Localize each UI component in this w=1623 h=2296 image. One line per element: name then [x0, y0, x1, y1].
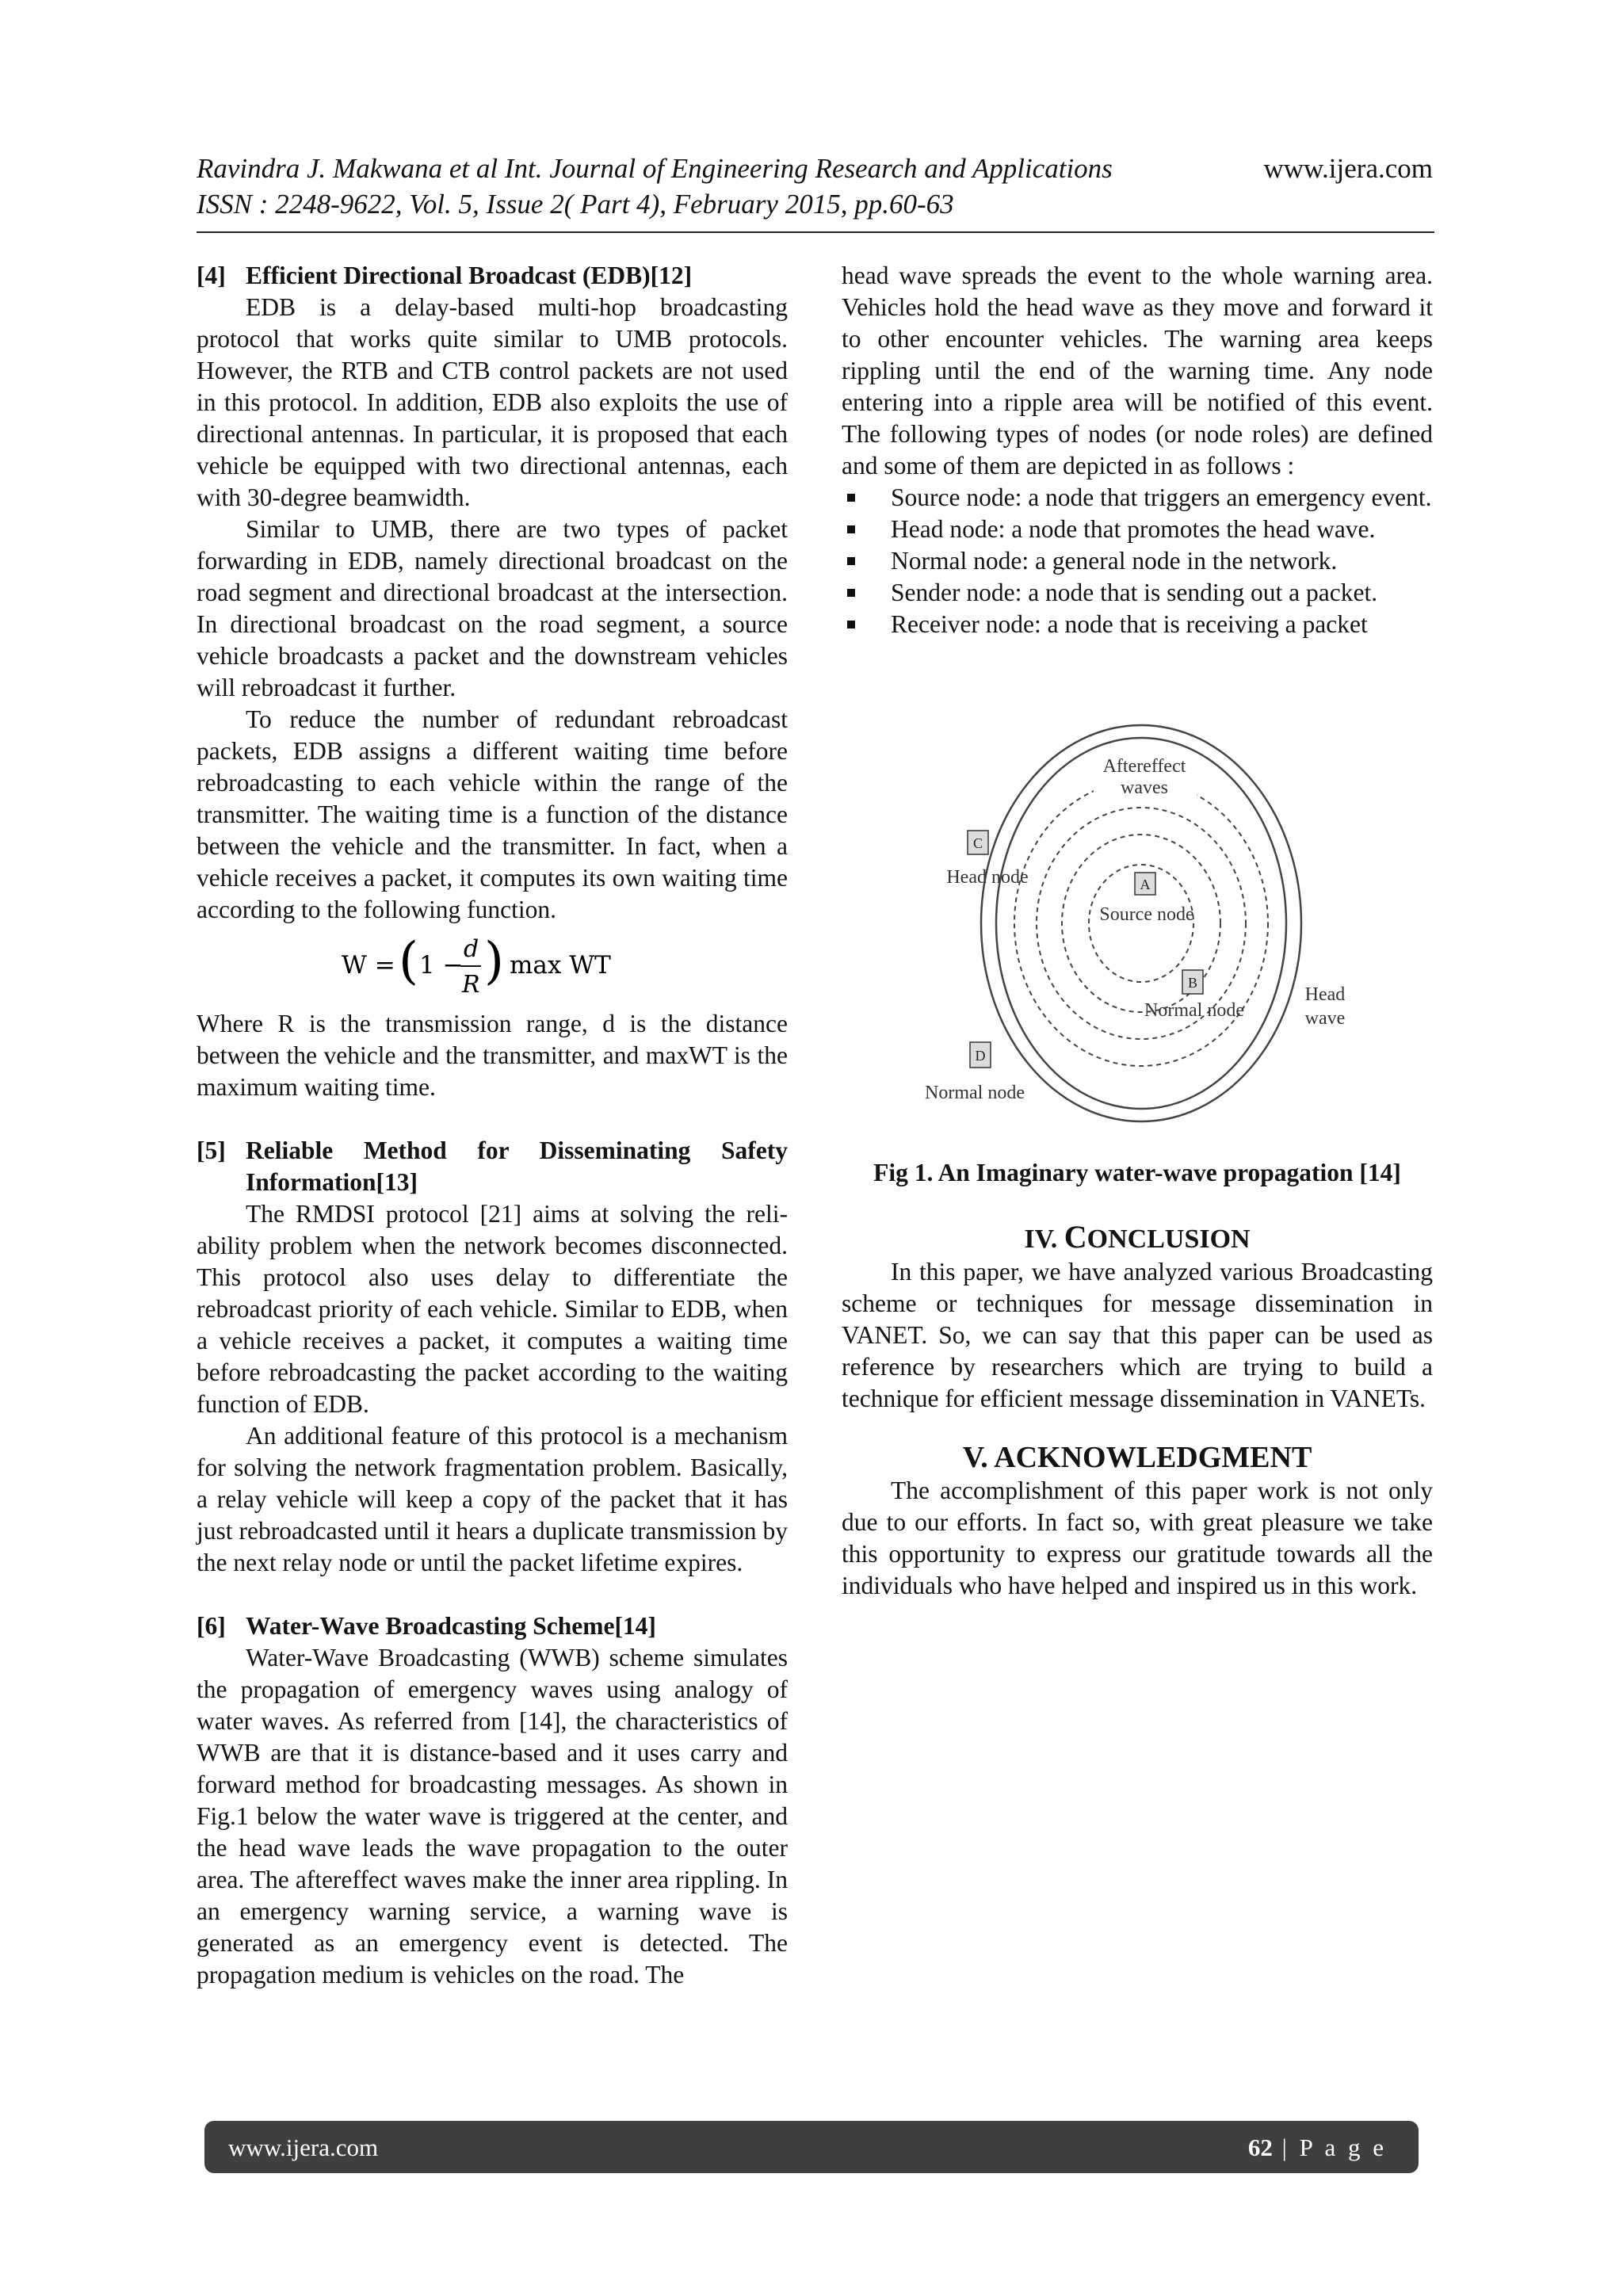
issn-line: ISSN : 2248-9622, Vol. 5, Issue 2( Part 4), February 2015, pp.60-63	[197, 189, 954, 220]
normal-node-b-label: Normal node	[1144, 1000, 1244, 1021]
left-column	[197, 260, 788, 1991]
page-word: | P a g e	[1272, 2134, 1387, 2161]
page-number-value: 62	[1247, 2134, 1273, 2161]
head-node-label: Head node	[946, 867, 1029, 888]
section-5-paragraph-1: The RMDSI protocol [21] aims at solving the reli-ability problem when the network becomes disconnected. This protocol also uses delay to differentiate the rebroadcast priority of each vehicle. Similar to EDB, when a vehicle receives a packet, it computes a waiting time before rebroadcasting the packet according to the waiting function of EDB.	[197, 1200, 788, 1418]
section-6-paragraph-1: Water-Wave Broadcasting (WWB) scheme simulates the propagation of emergency waves using analogy of water waves. As referred from [14], the characteristics of WWB are that it is distance-based and it uses carry and forward method for broadcasting messages. As shown in Fig.1 below the water wave is triggered at the center, and the head wave leads the wave propagation to the outer area. The aftereffect waves make the inner area rippling. In an emergency warning service, a warning wave is generated as an emergency event is detected. The propagation medium is vehicles on the road. The	[197, 1644, 788, 1988]
formula-left-paren: (	[399, 932, 418, 991]
section-5-title: Reliable Method for Disseminating Safety Information[13]	[246, 1137, 788, 1196]
normal-node-d-label: Normal node	[925, 1083, 1025, 1103]
formula-graphic	[342, 930, 643, 1002]
conclusion-title-rest: ONCLUSION	[1086, 1224, 1251, 1254]
spacer	[197, 1579, 788, 1610]
conclusion-paragraph: In this paper, we have analyzed various Broadcasting scheme or techniques for message dissemination in VANET. So, we can say that this paper can be used as reference by researchers which are trying to build a technique for efficient message dissemination in VANETs.	[842, 1258, 1433, 1412]
section-4-paragraph-3: To reduce the number of redundant rebroadcast packets, EDB assigns a different waiting time before rebroadcasting to each vehicle within the range of the transmitter. The waiting time is a function of the distance between the vehicle and the transmitter. In fact, when a vehicle receives a packet, it computes its own waiting time according to the following function.	[197, 705, 788, 923]
section-6-title: Water-Wave Broadcasting Scheme[14]	[246, 1612, 656, 1640]
header-divider	[197, 231, 1434, 233]
page-footer	[204, 2121, 1419, 2173]
figure-caption: Fig 1. An Imaginary water-wave propagation [14]	[873, 1159, 1401, 1186]
section-4-paragraph-1: EDB is a delay-based multi-hop broadcasting protocol that works quite similar to UMB protocols. However, the RTB and CTB control packets are not used in this protocol. In addition, EDB also exploits the use of directional antennas. In particular, it is proposed that each vehicle be equipped with two directional antennas, each with 30-degree beamwidth.	[197, 293, 788, 511]
list-item: Normal node: a general node in the network.	[842, 545, 1433, 577]
list-item: Sender node: a node that is sending out a packet.	[842, 577, 1433, 609]
node-c-letter: C	[972, 835, 983, 851]
node-a-letter: A	[1140, 877, 1151, 892]
acknowledgment-heading: V. ACKNOWLEDGMENT	[962, 1441, 1312, 1474]
conclusion-number: IV.	[1024, 1224, 1058, 1254]
head-wave-label-2: wave	[1304, 1008, 1346, 1029]
list-item: Head node: a node that promotes the head wave.	[842, 514, 1433, 545]
section-4-title: Efficient Directional Broadcast (EDB)[12]	[246, 262, 693, 289]
section-4-paragraph-4: Where R is the transmission range, d is the distance between the vehicle and the transmitter, and maxWT is the maximum waiting time.	[197, 1010, 788, 1101]
formula-rhs: max WT	[510, 951, 611, 980]
water-wave-figure	[842, 682, 1433, 1141]
waiting-time-formula	[197, 930, 788, 1002]
section-5-number: [5]	[197, 1137, 226, 1164]
conclusion-heading	[842, 1221, 1433, 1256]
spacer	[197, 1103, 788, 1135]
section-5-heading	[197, 1135, 788, 1198]
aftereffect-label-1: Aftereffect	[1102, 756, 1186, 777]
list-item: Receiver node: a node that is receiving a packet	[842, 609, 1433, 640]
conclusion-initial: C	[1064, 1219, 1087, 1255]
aftereffect-label-2: waves	[1121, 777, 1168, 798]
header-line-1	[197, 151, 1433, 186]
water-wave-diagram	[842, 682, 1433, 1141]
section-6-heading	[197, 1610, 788, 1642]
section-6-number: [6]	[197, 1612, 226, 1640]
right-column	[842, 260, 1433, 1602]
footer-website[interactable]: www.ijera.com	[228, 2134, 379, 2161]
list-item: Source node: a node that triggers an emergency event.	[842, 482, 1433, 514]
running-header	[197, 151, 1433, 222]
node-b-letter: B	[1187, 975, 1198, 991]
node-types-list	[842, 482, 1433, 640]
header-website[interactable]: www.ijera.com	[1263, 153, 1433, 184]
node-d-letter: D	[975, 1048, 986, 1064]
formula-right-paren: )	[484, 932, 504, 991]
section-5-paragraph-2: An additional feature of this protocol is a mechanism for solving the network fragmentation problem. Basically, a relay vehicle will keep a copy of the packet that it has just rebroadcasted until it hears a duplicate transmission by the next relay node or until the packet lifetime expires.	[197, 1422, 788, 1576]
section-4-heading	[197, 260, 788, 292]
formula-denominator: R	[462, 971, 480, 999]
journal-citation: Ravindra J. Makwana et al Int. Journal of Engineering Research and Applications	[197, 153, 1113, 184]
formula-one-minus: 1 −	[419, 951, 464, 980]
acknowledgment-paragraph: The accomplishment of this paper work is not only due to our efforts. In fact so, with great pleasure we take this opportunity to express our gratitude towards all the individuals who have helped and inspired us in this work.	[842, 1477, 1433, 1599]
section-4-paragraph-2: Similar to UMB, there are two types of packet forwarding in EDB, namely directional broadcast on the road segment and directional broadcast at the intersection. In directional broadcast on the road segment, a source vehicle broadcasts a packet and the downstream vehicles will rebroadcast it further.	[197, 515, 788, 701]
head-wave-label-1: Head	[1304, 984, 1346, 1005]
formula-lhs: W =	[342, 951, 395, 980]
formula-numerator: d	[464, 935, 479, 963]
section-6-continuation: head wave spreads the event to the whole warning area. Vehicles hold the head wave as they move and forward it to other encounter vehicles. The warning area keeps rippling until the end of the warning time. Any node entering into a ripple area will be notified of this event. The following types of nodes (or node roles) are defined and some of them are depicted in as follows :	[842, 262, 1433, 479]
section-4-number: [4]	[197, 262, 226, 289]
page-number	[1248, 2134, 1387, 2162]
source-node-label: Source node	[1099, 904, 1194, 925]
